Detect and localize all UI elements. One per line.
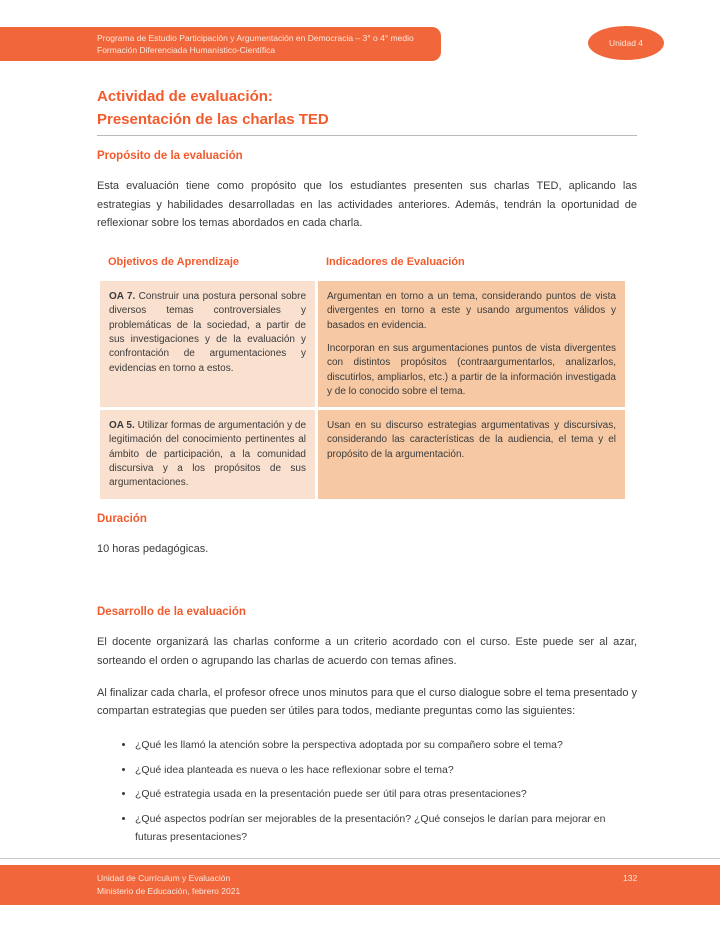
page-number: 132 xyxy=(623,873,638,883)
question-item-1: • ¿Qué les llamó la atención sobre la perspectiva adoptada por su compañero sobre el tema? xyxy=(135,736,637,755)
program-title-line2: Formación Diferenciada Humanístico-Científica xyxy=(97,45,276,55)
desarrollo-paragraph-1: El docente organizará las charlas conforme a un criterio acordado con el curso. Este puede ser al azar, sorteando el orden o agrupando las charlas de acuerdo con temas afines. xyxy=(97,636,637,668)
duracion-heading: Duración xyxy=(97,512,147,525)
question-item-2: • ¿Qué idea planteada es nueva o les hace reflexionar sobre el tema? xyxy=(135,761,637,780)
table-header-objetivos: Objetivos de Aprendizaje xyxy=(100,256,315,278)
page-content xyxy=(97,61,637,853)
footer-org-line2: Ministerio de Educación, febrero 2021 xyxy=(97,886,241,896)
oa7-indicator-2: Incorporan en sus argumentaciones puntos de vista divergentes con distintos propósitos (contraargumentarlos, analizarlos, discutirlos, ampliarlos, etc.) a partir de la información investigada y de lo conocido sobre el tema. xyxy=(327,343,616,397)
oa7-objective-cell xyxy=(100,281,315,407)
activity-title-line2: Presentación de las charlas TED xyxy=(97,111,329,128)
unit-badge: Unidad 4 xyxy=(588,26,664,60)
question-item-4: • ¿Qué aspectos podrían ser mejorables de la presentación? ¿Qué consejos le darían para mejorar en futuras presentaciones? xyxy=(135,810,637,847)
oa7-objective-text: OA 7. Construir una postura personal sobre diversos temas controversiales y problemáticas de la sociedad, a partir de sus investigaciones y de la evaluación y confrontación de argumentaciones y evidencias en torno a estos. xyxy=(109,291,306,374)
question-item-3: • ¿Qué estrategia usada en la presentación puede ser útil para otras presentaciones? xyxy=(135,785,637,804)
oa5-indicators-cell xyxy=(318,410,625,498)
proposito-heading: Propósito de la evaluación xyxy=(97,150,243,162)
program-header-bar xyxy=(0,27,441,61)
objectives-indicators-table xyxy=(100,256,625,499)
oa5-objective-text: OA 5. Utilizar formas de argumentación y de legitimación del conocimiento pertinentes al ámbito de participación, a la comunidad discursiva y a los propósitos de sus argumentaciones. xyxy=(109,420,307,489)
oa5-objective-cell xyxy=(100,410,315,498)
dialogue-questions-list xyxy=(97,736,637,847)
title-divider xyxy=(97,135,637,136)
program-title-line1: Programa de Estudio Participación y Argumentación en Democracia – 3° o 4° medio xyxy=(97,33,414,43)
activity-title xyxy=(97,85,637,131)
oa5-indicator-1: Usan en su discurso estrategias argumentativas y discursivas, considerando las características de la audiencia, el tema y el propósito de la argumentación. xyxy=(327,420,616,460)
oa7-label: OA 7. xyxy=(109,291,136,303)
table-header-indicadores: Indicadores de Evaluación xyxy=(318,256,625,278)
footer-divider xyxy=(0,858,720,859)
footer-org-line1: Unidad de Currículum y Evaluación xyxy=(97,873,231,883)
oa5-label: OA 5. xyxy=(109,420,135,432)
proposito-paragraph: Esta evaluación tiene como propósito que los estudiantes presenten sus charlas TED, aplicando las estrategias y habilidades desarrolladas en las actividades anteriores. Además, tendrán la oportunidad de reflexionar sobre los temas abordados en cada charla. xyxy=(97,180,637,230)
desarrollo-paragraph-2: Al finalizar cada charla, el profesor ofrece unos minutos para que el curso dialogue sobre el tema presentado y compartan estrategias que pueden ser útiles para todos, mediante preguntas como las siguientes: xyxy=(97,686,637,718)
footer-bar xyxy=(0,865,720,905)
desarrollo-heading: Desarrollo de la evaluación xyxy=(97,606,246,619)
activity-title-line1: Actividad de evaluación: xyxy=(97,88,273,105)
oa7-indicators-cell xyxy=(318,281,625,407)
duracion-value: 10 horas pedagógicas. xyxy=(97,542,209,555)
oa7-indicator-1: Argumentan en torno a un tema, considerando puntos de vista divergentes en torno a este y usando argumentos válidos y basados en evidencia. xyxy=(327,291,616,331)
